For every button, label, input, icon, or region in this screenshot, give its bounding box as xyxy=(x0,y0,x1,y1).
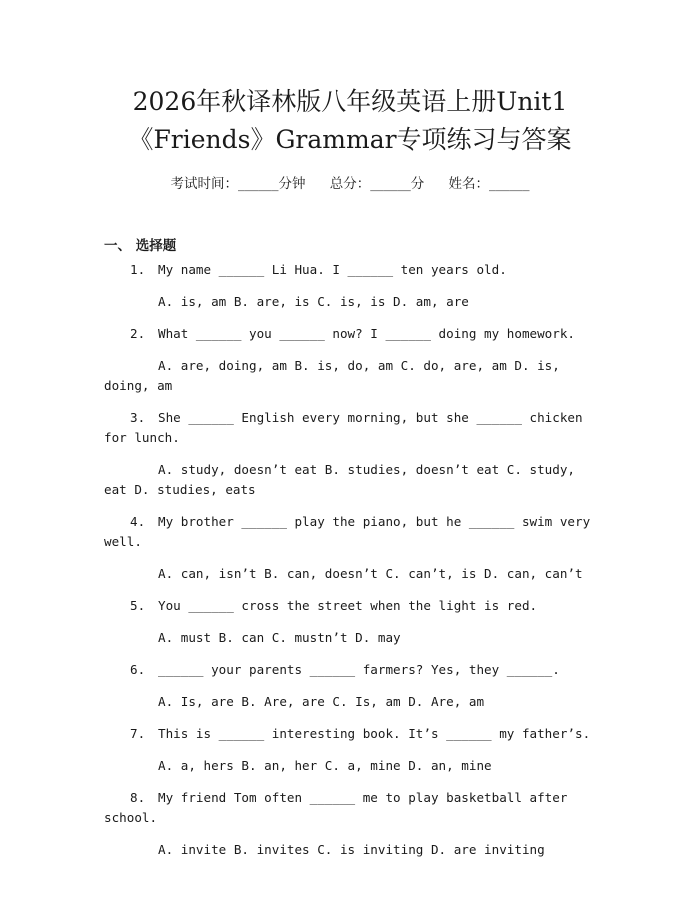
question-2-options: A. are, doing, am B. is, do, am C. do, are, am D. is, doing, am xyxy=(104,358,560,393)
question-6 xyxy=(104,660,596,680)
question-text: She ______ English every morning, but she ______ chicken for lunch. xyxy=(104,410,583,445)
title-line-1: 2026年秋译林版八年级英语上册Unit1 xyxy=(132,87,568,116)
question-3 xyxy=(104,408,596,448)
question-text: My friend Tom often ______ me to play basketball after school. xyxy=(104,790,568,825)
question-text: You ______ cross the street when the light is red. xyxy=(158,598,538,613)
question-number: 4. xyxy=(130,514,146,529)
question-8 xyxy=(104,788,596,828)
question-5 xyxy=(104,596,596,616)
question-number: 2. xyxy=(130,326,146,341)
question-3-options: A. study, doesn’t eat B. studies, doesn’t eat C. study, eat D. studies, eats xyxy=(104,462,576,497)
question-text: My brother ______ play the piano, but he ______ swim very well. xyxy=(104,514,591,549)
question-number: 7. xyxy=(130,726,146,741)
question-4-options: A. can, isn’t B. can, doesn’t C. can’t, is D. can, can’t xyxy=(158,566,583,581)
title-line-2: 《Friends》Grammar专项练习与答案 xyxy=(128,125,572,154)
question-text: My name ______ Li Hua. I ______ ten years old. xyxy=(158,262,507,277)
exam-total-score: 总分：______分 xyxy=(329,176,425,192)
question-list xyxy=(104,260,596,860)
question-6-options: A. Is, are B. Are, are C. Is, am D. Are, am xyxy=(158,694,485,709)
question-number: 6. xyxy=(130,662,146,677)
question-text: What ______ you ______ now? I ______ doing my homework. xyxy=(158,326,576,341)
exam-time: 考试时间：______分钟 xyxy=(170,176,306,192)
question-7 xyxy=(104,724,596,744)
question-7-options: A. a, hers B. an, her C. a, mine D. an, mine xyxy=(158,758,492,773)
question-number: 3. xyxy=(130,410,146,425)
exam-info xyxy=(104,172,596,192)
question-text: ______ your parents ______ farmers? Yes, they ______. xyxy=(158,662,560,677)
document-title xyxy=(104,0,596,159)
section-title: 一、 选择题 xyxy=(104,238,177,254)
question-number: 1. xyxy=(130,262,146,277)
question-4 xyxy=(104,512,596,552)
question-5-options: A. must B. can C. mustn’t D. may xyxy=(158,630,401,645)
student-name: 姓名：______ xyxy=(448,176,530,192)
question-8-options: A. invite B. invites C. is inviting D. are inviting xyxy=(158,842,545,857)
question-number: 8. xyxy=(130,790,146,805)
question-text: This is ______ interesting book. It’s ______ my father’s. xyxy=(158,726,591,741)
question-1-options: A. is, am B. are, is C. is, is D. am, are xyxy=(158,294,469,309)
question-2 xyxy=(104,324,596,344)
question-1 xyxy=(104,260,596,280)
question-number: 5. xyxy=(130,598,146,613)
